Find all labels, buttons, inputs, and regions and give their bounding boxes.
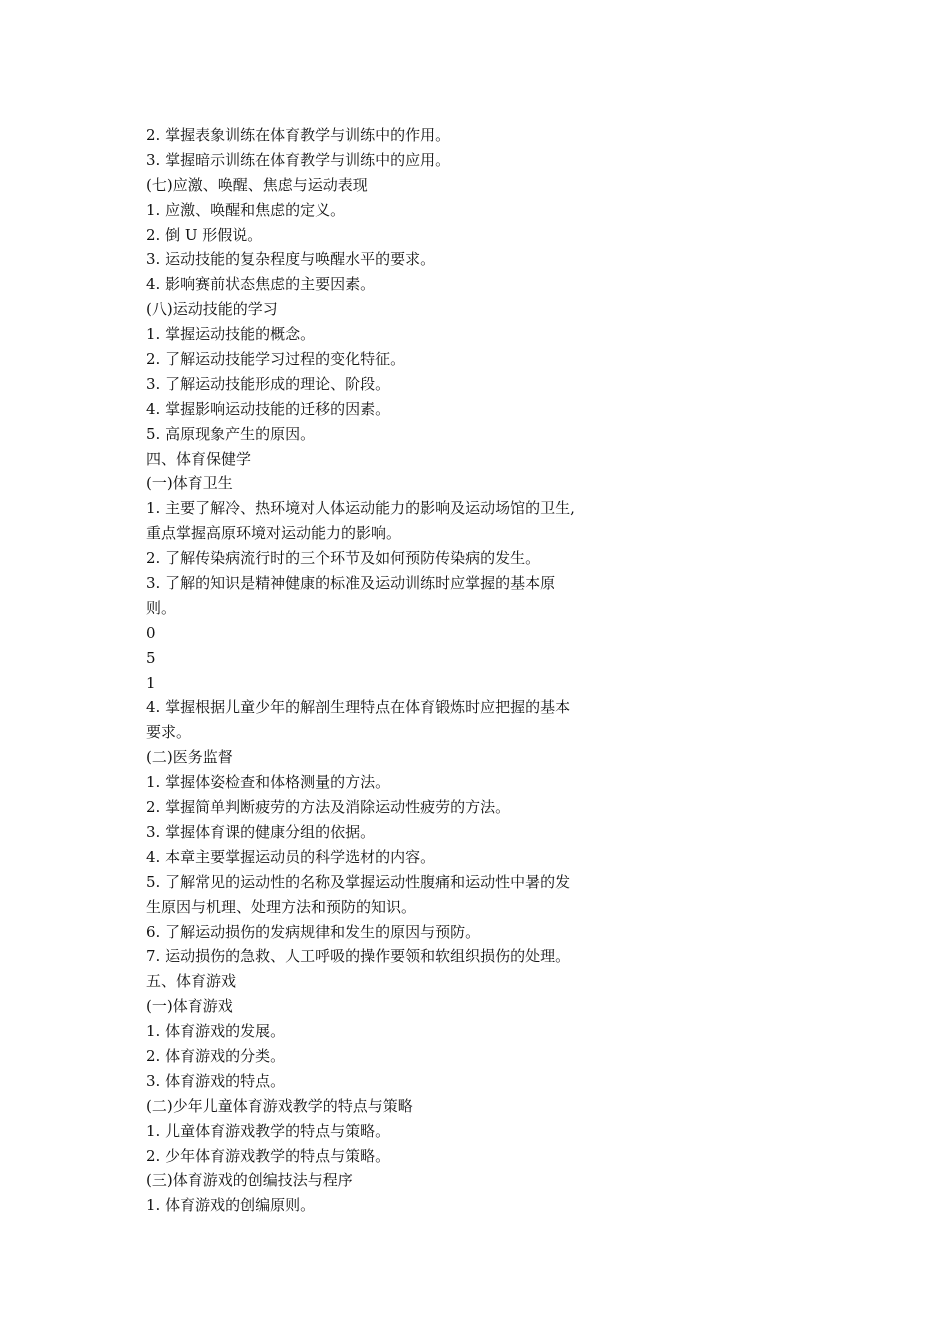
text-line: 2. 掌握简单判断疲劳的方法及消除运动性疲劳的方法。	[146, 798, 511, 817]
text-line: 生原因与机理、处理方法和预防的知识。	[146, 897, 417, 916]
text-line: 3. 掌握体育课的健康分组的依据。	[146, 822, 376, 841]
text-line: 3. 运动技能的复杂程度与唤醒水平的要求。	[146, 250, 436, 269]
text-line: 重点掌握高原环境对运动能力的影响。	[146, 524, 402, 543]
text-line: 要求。	[146, 723, 192, 742]
text-line: 1. 儿童体育游戏教学的特点与策略。	[146, 1121, 391, 1140]
text-line: 1. 掌握体姿检查和体格测量的方法。	[146, 773, 391, 792]
text-line: 1. 掌握运动技能的概念。	[146, 325, 316, 344]
stray-digit: 0	[146, 623, 156, 642]
section-heading: (一)体育卫生	[146, 474, 233, 493]
text-line: 1. 应激、唤醒和焦虑的定义。	[146, 200, 346, 219]
text-line: 2. 了解运动技能学习过程的变化特征。	[146, 350, 406, 369]
text-line: 1. 体育游戏的创编原则。	[146, 1196, 316, 1215]
text-line: 1. 主要了解冷、热环境对人体运动能力的影响及运动场馆的卫生,	[146, 499, 575, 518]
text-line: 5. 了解常见的运动性的名称及掌握运动性腹痛和运动性中暑的发	[146, 872, 571, 891]
section-heading: (八)运动技能的学习	[146, 300, 278, 319]
text-line: 5. 高原现象产生的原因。	[146, 424, 316, 443]
text-line: 2. 少年体育游戏教学的特点与策略。	[146, 1146, 391, 1165]
text-line: 3. 掌握暗示训练在体育教学与训练中的应用。	[146, 150, 451, 169]
stray-digit: 5	[146, 648, 156, 667]
text-line: 7. 运动损伤的急救、人工呼吸的操作要领和软组织损伤的处理。	[146, 947, 571, 966]
text-line: 4. 掌握根据儿童少年的解剖生理特点在体育锻炼时应把握的基本	[146, 698, 571, 717]
text-line: 3. 了解运动技能形成的理论、阶段。	[146, 374, 391, 393]
section-heading: (三)体育游戏的创编技法与程序	[146, 1171, 353, 1190]
text-line: 4. 影响赛前状态焦虑的主要因素。	[146, 275, 376, 294]
stray-digit: 1	[146, 673, 156, 692]
chapter-heading: 四、体育保健学	[146, 449, 252, 468]
section-heading: (二)少年儿童体育游戏教学的特点与策略	[146, 1096, 413, 1115]
text-line: 3. 体育游戏的特点。	[146, 1071, 286, 1090]
text-line: 2. 体育游戏的分类。	[146, 1046, 286, 1065]
text-line: 3. 了解的知识是精神健康的标准及运动训练时应掌握的基本原	[146, 574, 556, 593]
text-line: 6. 了解运动损伤的发病规律和发生的原因与预防。	[146, 922, 481, 941]
chapter-heading: 五、体育游戏	[146, 972, 237, 991]
text-line: 2. 了解传染病流行时的三个环节及如何预防传染病的发生。	[146, 549, 541, 568]
section-heading: (二)医务监督	[146, 748, 233, 767]
section-heading: (一)体育游戏	[146, 997, 233, 1016]
text-line: 2. 倒 U 形假说。	[146, 225, 263, 244]
text-line: 则。	[146, 598, 177, 617]
section-heading: (七)应激、唤醒、焦虑与运动表现	[146, 175, 368, 194]
text-line: 1. 体育游戏的发展。	[146, 1022, 286, 1041]
document-body	[146, 123, 626, 1218]
text-line: 2. 掌握表象训练在体育教学与训练中的作用。	[146, 126, 451, 144]
text-line: 4. 掌握影响运动技能的迁移的因素。	[146, 399, 391, 418]
text-line: 4. 本章主要掌握运动员的科学选材的内容。	[146, 847, 436, 866]
